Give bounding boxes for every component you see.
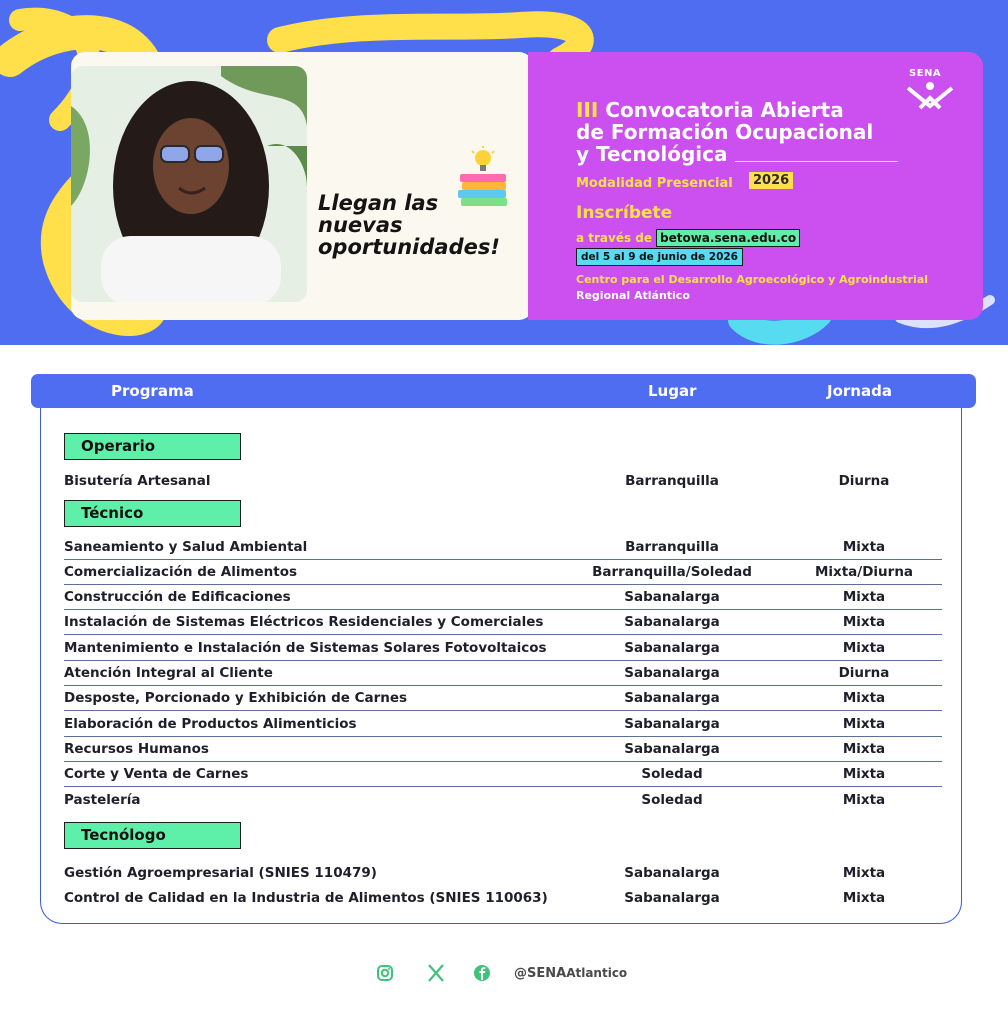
center-name: Centro para el Desarrollo Agroecológico y Agroindustrial [576, 273, 929, 286]
tagline-line: nuevas [318, 213, 403, 237]
category-operario: Operario [64, 433, 241, 460]
facebook-icon[interactable] [471, 962, 493, 984]
program-schedule: Mixta/Diurna [814, 564, 914, 580]
program-schedule: Mixta [842, 865, 886, 881]
student-portrait-illustration [71, 66, 307, 302]
program-place: Sabanalarga [624, 865, 720, 881]
program-schedule: Mixta [842, 690, 886, 706]
tagline-line: Llegan las [318, 191, 439, 215]
program-place: Sabanalarga [624, 614, 720, 630]
table-row [64, 762, 942, 787]
program-schedule: Mixta [842, 614, 886, 630]
header-programa: Programa [111, 382, 194, 400]
tagline-line: oportunidades! [318, 235, 500, 259]
dates-badge: del 5 al 9 de junio de 2026 [576, 248, 743, 266]
program-name: Gestión Agroempresarial (SNIES 110479) [64, 865, 377, 881]
program-schedule: Diurna [838, 473, 890, 489]
program-name: Saneamiento y Salud Ambiental [64, 539, 308, 555]
social-handle[interactable] [514, 966, 627, 981]
table-row [64, 661, 942, 686]
table-row [64, 737, 942, 762]
program-schedule: Mixta [842, 741, 886, 757]
program-place: Soledad [641, 766, 703, 782]
program-place: Barranquilla/Soledad [592, 564, 752, 580]
modality-label: Modalidad Presencial [576, 176, 733, 191]
register-heading: Inscríbete [576, 203, 673, 223]
program-schedule: Mixta [842, 890, 886, 906]
title-line: Convocatoria Abierta [605, 98, 844, 122]
header-jornada: Jornada [827, 382, 892, 400]
registration-link[interactable]: betowa.sena.edu.co [656, 229, 800, 247]
program-place: Sabanalarga [624, 589, 720, 605]
year-badge: 2026 [749, 172, 793, 189]
program-schedule: Diurna [838, 665, 890, 681]
table-row [64, 861, 942, 886]
program-place: Sabanalarga [624, 716, 720, 732]
program-place: Sabanalarga [624, 890, 720, 906]
sena-logo-text: SENA [909, 68, 942, 79]
program-schedule: Mixta [842, 640, 886, 656]
books-lightbulb-icon [456, 146, 512, 212]
table-row [64, 886, 942, 911]
table-row [64, 686, 942, 711]
program-place: Soledad [641, 792, 703, 808]
program-place: Barranquilla [625, 539, 719, 555]
social-footer [0, 962, 1008, 986]
table-row [64, 610, 942, 635]
handle-suffix: Atlantico [566, 966, 628, 980]
program-name: Recursos Humanos [64, 741, 209, 757]
header-lugar: Lugar [648, 382, 697, 400]
program-name: Corte y Venta de Carnes [64, 766, 249, 782]
program-schedule: Mixta [842, 589, 886, 605]
category-tecnologo: Tecnólogo [64, 822, 241, 849]
table-row [64, 636, 942, 661]
call-title [576, 99, 906, 165]
x-icon[interactable] [425, 962, 447, 984]
program-name: Instalación de Sistemas Eléctricos Residenciales y Comerciales [64, 614, 544, 630]
category-tecnico: Técnico [64, 500, 241, 527]
via-label: a través de [576, 231, 653, 245]
table-row [64, 712, 942, 737]
handle-prefix: @SENA [514, 966, 567, 981]
table-header [31, 374, 976, 408]
regional-name: Regional Atlántico [576, 289, 690, 302]
table-row [64, 560, 942, 585]
title-line: de Formación Ocupacional [576, 120, 874, 144]
program-name: Construcción de Edificaciones [64, 589, 291, 605]
program-name: Desposte, Porcionado y Exhibición de Carnes [64, 690, 408, 706]
table-row [64, 469, 942, 494]
program-name: Bisutería Artesanal [64, 473, 211, 489]
table-row [64, 585, 942, 610]
title-roman: III [576, 98, 599, 122]
table-row [64, 535, 942, 560]
program-place: Sabanalarga [624, 665, 720, 681]
program-schedule: Mixta [842, 766, 886, 782]
program-schedule: Mixta [842, 792, 886, 808]
program-name: Comercialización de Alimentos [64, 564, 298, 580]
program-name: Mantenimiento e Instalación de Sistemas Solares Fotovoltaicos [64, 640, 547, 656]
program-name: Control de Calidad en la Industria de Alimentos (SNIES 110063) [64, 890, 548, 906]
instagram-icon[interactable] [374, 962, 396, 984]
program-name: Atención Integral al Cliente [64, 665, 273, 681]
program-schedule: Mixta [842, 716, 886, 732]
program-place: Sabanalarga [624, 690, 720, 706]
program-place: Sabanalarga [624, 640, 720, 656]
title-line: y Tecnológica [576, 142, 728, 166]
program-name: Elaboración de Productos Alimenticios [64, 716, 357, 732]
program-schedule: Mixta [842, 539, 886, 555]
student-photo [71, 66, 307, 302]
program-place: Barranquilla [625, 473, 719, 489]
hero-banner [0, 0, 1008, 345]
title-divider [735, 161, 898, 162]
program-name: Pastelería [64, 792, 141, 808]
program-place: Sabanalarga [624, 741, 720, 757]
table-row [64, 788, 942, 813]
